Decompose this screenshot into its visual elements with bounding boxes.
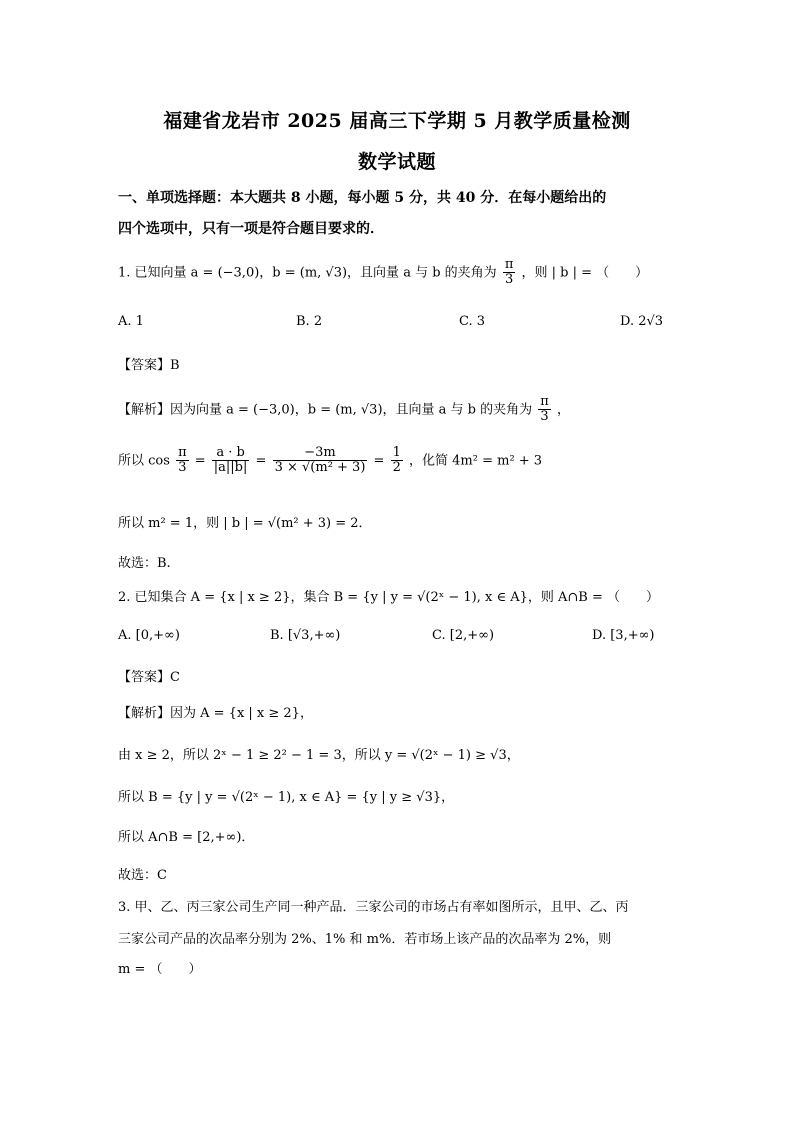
question-2-option-d: D. [3,+∞) xyxy=(592,628,655,643)
fraction-numerator: 1 xyxy=(392,445,401,460)
question-2-analysis-4: 所以 A∩B = [2,+∞)． xyxy=(118,830,255,845)
question-2-option-c: C. [2,+∞) xyxy=(432,628,495,643)
fraction-numerator: π xyxy=(540,394,549,409)
question-1-analysis-2 xyxy=(118,446,542,476)
section-heading-line-1: 一、单项选择题：本大题共 8 小题，每小题 5 分，共 40 分．在每小题给出的 xyxy=(118,190,607,206)
half-fraction xyxy=(391,446,403,476)
equals-sign: = xyxy=(255,453,267,469)
fraction-numerator: −3m xyxy=(273,446,368,461)
fraction-numerator: a · b xyxy=(212,446,250,461)
question-1-stem xyxy=(118,258,648,288)
question-3-line-1: 3. 甲、乙、丙三家公司生产同一种产品．三家公司的市场占有率如图所示，且甲、乙、丙 xyxy=(118,900,629,915)
fraction-denominator: |a||b| xyxy=(213,460,248,476)
substituted-fraction xyxy=(273,446,368,476)
document-title: 福建省龙岩市 2025 届高三下学期 5 月教学质量检测 xyxy=(163,110,631,132)
question-2-stem: 2. 已知集合 A = {x | x ≥ 2}，集合 B = {y | y = √(2ˣ − 1), x ∈ A}，则 A∩B = （ ） xyxy=(118,590,659,605)
fraction-denominator: 3 × √(m² + 3) xyxy=(274,460,366,476)
analysis-text: 【解析】因为向量 a = (−3,0)，b = (m, √3)，且向量 a 与 b 的夹角为 xyxy=(118,402,533,418)
angle-fraction xyxy=(538,395,551,425)
fraction-denominator: 3 xyxy=(504,272,514,288)
fraction-numerator: π xyxy=(178,445,187,460)
angle-fraction xyxy=(176,446,189,476)
question-1-angle-fraction xyxy=(503,258,516,288)
question-1-conclusion: 故选：B. xyxy=(118,556,171,571)
question-1-option-d: D. 2√3 xyxy=(620,314,664,329)
question-2-analysis-2: 由 x ≥ 2，所以 2ˣ − 1 ≥ 2² − 1 = 3，所以 y = √(2ˣ − 1) ≥ √3， xyxy=(118,748,520,763)
question-1-answer: 【答案】B xyxy=(118,358,180,373)
fraction-denominator: 3 xyxy=(540,409,549,425)
equals-sign: = xyxy=(194,453,206,469)
fraction-numerator: π xyxy=(504,257,514,272)
fraction-denominator: 3 xyxy=(178,460,187,476)
question-1-option-a: A. 1 xyxy=(118,314,144,329)
question-2-option-b: B. [√3,+∞) xyxy=(270,628,341,643)
question-1-stem-end: ，则 | b | = （ ） xyxy=(521,265,649,281)
fraction-denominator: 2 xyxy=(392,460,401,476)
analysis-text-end: ， xyxy=(556,402,570,418)
question-1-stem-text: 1. 已知向量 a = (−3,0)，b = (m, √3)，且向量 a 与 b 的夹角为 xyxy=(118,265,497,281)
question-3-line-3: m = （ ） xyxy=(118,962,202,977)
question-2-conclusion: 故选：C xyxy=(118,868,167,883)
question-2-answer: 【答案】C xyxy=(118,670,180,685)
dot-product-fraction xyxy=(212,446,250,476)
question-1-analysis-3: 所以 m² = 1，则 | b | = √(m² + 3) = 2． xyxy=(118,516,372,531)
question-2-option-a: A. [0,+∞) xyxy=(118,628,180,643)
question-2-analysis-1: 【解析】因为 A = {x | x ≥ 2}， xyxy=(118,706,313,721)
question-2-analysis-3: 所以 B = {y | y = √(2ˣ − 1), x ∈ A} = {y | y ≥ √3}， xyxy=(118,790,455,805)
analysis-text: 所以 cos xyxy=(118,453,170,469)
question-1-analysis-1 xyxy=(118,395,570,425)
question-1-option-b: B. 2 xyxy=(296,314,323,329)
question-1-option-c: C. 3 xyxy=(459,314,486,329)
equals-sign: = xyxy=(373,453,385,469)
question-3-line-2: 三家公司产品的次品率分别为 2%、1% 和 m%．若市场上该产品的次品率为 2%，则 xyxy=(118,932,612,947)
section-heading-line-2: 四个选项中，只有一项是符合题目要求的． xyxy=(118,221,384,237)
analysis-text-end: ，化简 4m² = m² + 3 xyxy=(409,453,543,469)
document-subtitle: 数学试题 xyxy=(357,151,436,173)
